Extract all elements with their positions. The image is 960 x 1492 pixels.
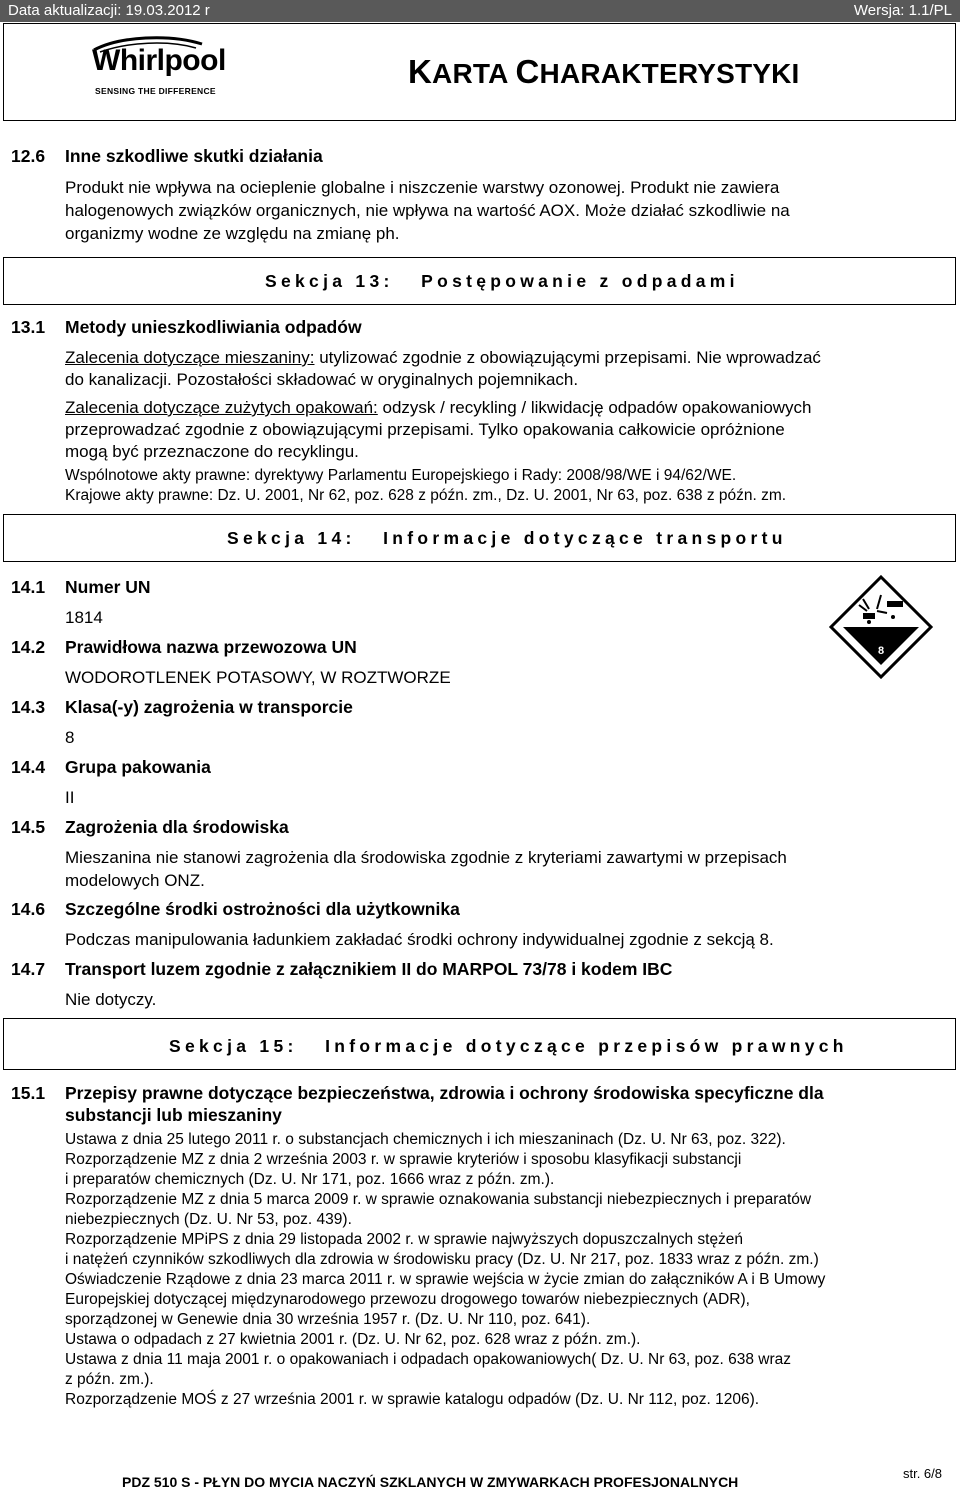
item-14-3-number: 14.3 [11, 697, 46, 717]
legal-line: Ustawa z dnia 25 lutego 2011 r. o substancjach chemicznych i ich mieszaninach (Dz. U. Nr 63, poz. 322). [65, 1131, 786, 1148]
item-14-2-number: 14.2 [11, 637, 46, 657]
corrosive-hazard-pictogram-icon [829, 575, 933, 679]
eu-legal-acts: Wspólnotowe akty prawne: dyrektywy Parlamentu Europejskiego i Rady: 2008/98/WE i 94/62/WE. [65, 467, 737, 484]
section-12-6-title: Inne szkodliwe skutki działania [65, 146, 323, 166]
logo-wordmark: Whirlpool [92, 44, 226, 77]
item-14-4-title: Grupa pakowania [65, 757, 211, 777]
item-14-4-number: 14.4 [11, 757, 46, 777]
item-14-7-number: 14.7 [11, 959, 46, 979]
section-15-1-number: 15.1 [11, 1083, 46, 1103]
logo-tagline: SENSING THE DIFFERENCE [95, 86, 216, 96]
section-12-6-text-1: Produkt nie wpływa na ocieplenie globalne i niszczenie warstwy ozonowej. Produkt nie zawiera [65, 178, 780, 197]
legal-line: Ustawa o odpadach z 27 kwietnia 2001 r. (Dz. U. Nr 62, poz. 628 wraz z późn. zm.). [65, 1331, 641, 1348]
waste-packaging-line-1: Zalecenia dotyczące zużytych opakowań: odzysk / recykling / likwidację odpadów opakowaniowych [65, 398, 812, 417]
item-14-1-value: 1814 [65, 608, 103, 627]
legal-line: Ustawa z dnia 11 maja 2001 r. o opakowaniach i odpadach opakowaniowych( Dz. U. Nr 63, poz. 638 wraz [65, 1351, 792, 1368]
legal-line: niebezpiecznych (Dz. U. Nr 53, poz. 439). [65, 1211, 352, 1228]
legal-line: Rozporządzenie MOŚ z 27 września 2001 r. w sprawie katalogu odpadów (Dz. U. Nr 112, poz. 1206). [65, 1391, 760, 1408]
legal-line: Rozporządzenie MPiPS z dnia 29 listopada 2002 r. w sprawie najwyższych dopuszczalnych stężeń [65, 1231, 744, 1248]
waste-packaging-line-3: mogą być przeznaczone do recyklingu. [65, 442, 359, 461]
legal-line: i preparatów chemicznych (Dz. U. Nr 171, poz. 1666 wraz z późn. zm.). [65, 1171, 555, 1188]
item-14-5-value-2: modelowych ONZ. [65, 871, 205, 890]
document-title: KARTA CHARAKTERYSTYKI [408, 53, 800, 90]
item-14-5-number: 14.5 [11, 817, 46, 837]
section-12-6-text-3: organizmy wodne ze względu na zmianę ph. [65, 224, 400, 243]
item-14-2-title: Prawidłowa nazwa przewozowa UN [65, 637, 357, 657]
item-14-7-title: Transport luzem zgodnie z załącznikiem II do MARPOL 73/78 i kodem IBC [65, 959, 673, 979]
item-14-6-value: Podczas manipulowania ładunkiem zakładać środki ochrony indywidualnej zgodnie z sekcją 8. [65, 930, 774, 949]
item-14-1-number: 14.1 [11, 577, 46, 597]
legal-line: Oświadczenie Rządowe z dnia 23 marca 2011 r. w sprawie wejścia w życie zmian do załączników A i B Umowy [65, 1271, 826, 1288]
section-13-title: Sekcja 13: Postępowanie z odpadami [265, 271, 739, 291]
item-14-1-title: Numer UN [65, 577, 151, 597]
item-14-6-title: Szczególne środki ostrożności dla użytkownika [65, 899, 460, 919]
item-14-6-number: 14.6 [11, 899, 46, 919]
section-12-6-number: 12.6 [11, 146, 46, 166]
waste-packaging-line-2: przeprowadzać zgodnie z obowiązującymi przepisami. Tylko opakowania całkowicie opróżnione [65, 420, 785, 439]
item-14-3-title: Klasa(-y) zagrożenia w transporcie [65, 697, 353, 717]
update-date: Data aktualizacji: 19.03.2012 r [8, 2, 210, 19]
section-14-title: Sekcja 14: Informacje dotyczące transportu [227, 528, 787, 548]
legal-line: z późn. zm.). [65, 1371, 154, 1388]
item-14-5-title: Zagrożenia dla środowiska [65, 817, 289, 837]
waste-mixture-line-1: Zalecenia dotyczące mieszaniny: utylizować zgodnie z obowiązującymi przepisami. Nie wprowadzać [65, 348, 821, 367]
item-14-5-value-1: Mieszanina nie stanowi zagrożenia dla środowiska zgodnie z kryteriami zawartymi w przepisach [65, 848, 787, 867]
hazard-class-number: 8 [877, 645, 885, 657]
section-15-1-title-1: Przepisy prawne dotyczące bezpieczeństwa, zdrowia i ochrony środowiska specyficzne dla [65, 1083, 824, 1103]
legal-line: Europejskiej dotyczącej międzynarodowego przewozu drogowego towarów niebezpiecznych (ADR), [65, 1291, 750, 1308]
section-12-6-text-2: halogenowych związków organicznych, nie wpływa na wartość AOX. Może działać szkodliwie na [65, 201, 790, 220]
section-13-1-title: Metody unieszkodliwiania odpadów [65, 317, 362, 337]
section-15-title: Sekcja 15: Informacje dotyczące przepisów prawnych [169, 1036, 848, 1056]
page-number: str. 6/8 [902, 1466, 942, 1481]
legal-line: Rozporządzenie MZ z dnia 2 września 2003 r. w sprawie kryteriów i sposobu klasyfikacji substancji [65, 1151, 742, 1168]
item-14-4-value: II [65, 788, 75, 807]
item-14-2-value: WODOROTLENEK POTASOWY, W ROZTWORZE [65, 668, 451, 687]
item-14-7-value: Nie dotyczy. [65, 990, 157, 1009]
legal-line: sporządzonej w Genewie dnia 30 września 1957 r. (Dz. U. Nr 110, poz. 641). [65, 1311, 591, 1328]
national-legal-acts: Krajowe akty prawne: Dz. U. 2001, Nr 62, poz. 628 z późn. zm., Dz. U. 2001, Nr 63, poz. 638 z późn. zm. [65, 487, 787, 504]
version-label: Wersja: 1.1/PL [853, 2, 952, 19]
legal-line: i natężeń czynników szkodliwych dla zdrowia w środowisku pracy (Dz. U. Nr 217, poz. 1833 wraz z późn. zm.) [65, 1251, 819, 1268]
footer-product-name: PDZ 510 S - PŁYN DO MYCIA NACZYŃ SZKLANYCH W ZMYWARKACH PROFESJONALNYCH [122, 1474, 739, 1490]
top-info-bar [0, 0, 960, 22]
waste-mixture-line-2: do kanalizacji. Pozostałości składować w oryginalnych pojemnikach. [65, 370, 579, 389]
section-13-1-number: 13.1 [11, 317, 46, 337]
item-14-3-value: 8 [65, 728, 75, 747]
legal-line: Rozporządzenie MZ z dnia 5 marca 2009 r. w sprawie oznakowania substancji niebezpiecznych i preparatów [65, 1191, 812, 1208]
section-15-1-title-2: substancji lub mieszaniny [65, 1105, 282, 1125]
